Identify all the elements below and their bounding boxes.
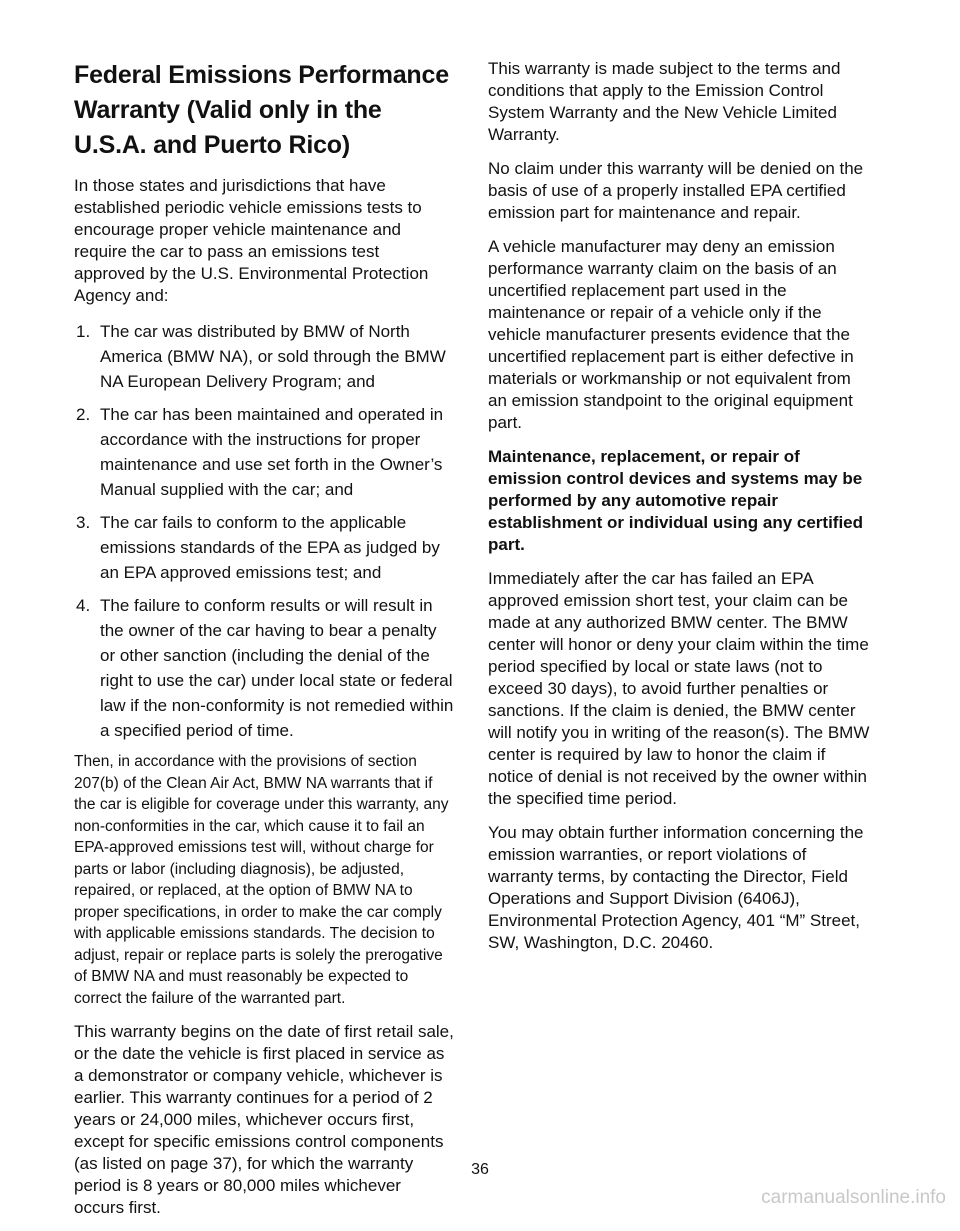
conditions-list [74,319,454,743]
clean-air-act-paragraph: Then, in accordance with the provisions of section 207(b) of the Clean Air Act, BMW NA warrants that if the car is eligible for coverage under this warranty, any non-conformities in the car, which cause it to fail an EPA-approved emissions test will, without charge for parts or labor (including diagnosis), be adjusted, repaired, or replaced, at the option of BMW NA to proper specifications, in order to make the car comply with applicable emissions standards. The decision to adjust, repair or replace parts is solely the prerogative of BMW NA and must reasonably be expected to correct the failure of the warranted part. [74,753,449,1007]
list-item-text: The car fails to conform to the applicable emissions standards of the EPA as judged by an EPA approved emissions test; and [100,513,440,582]
list-item-number: 3. [76,513,91,532]
watermark: carmanualsonline.info [761,1187,946,1208]
left-column [74,58,454,1231]
claim-procedure-paragraph: Immediately after the car has failed an EPA approved emission short test, your claim can be made at any authorized BMW center. The BMW center will honor or deny your claim within the time period specified by local or state laws (not to exceed 30 days), to avoid further penalties or sanctions. If the claim is denied, the BMW center will notify you in writing of the reason(s). The BMW center is required by law to honor the claim if notice of denial is not received by the owner within the specified time period. [488,569,870,808]
warranty-period-paragraph: This warranty begins on the date of first retail sale, or the date the vehicle is first placed in service as a demonstrator or company vehicle, whichever is earlier. This warranty continues for a period of 2 years or 24,000 miles, whichever occurs first, except for specific emissions control components (as listed on page 37), for which the warranty period is 8 years or 80,000 miles whichever occurs first. [74,1022,454,1217]
intro-paragraph: In those states and jurisdictions that have established periodic vehicle emissions tests to encourage proper vehicle maintenance and require the car to pass an emissions test approved by the U.S. Environmental Protection Agency and: [74,176,429,305]
list-item [76,402,454,502]
list-item-text: The failure to conform results or will result in the owner of the car having to bear a penalty or other sanction (including the denial of the right to use the car) under local state or federal law if the non-conformity is not remedied within a specified period of time. [100,596,454,740]
list-item [76,593,454,743]
list-item-text: The car was distributed by BMW of North America (BMW NA), or sold through the BMW NA European Delivery Program; and [100,322,446,391]
list-item-number: 4. [76,596,91,615]
contact-info-paragraph: You may obtain further information concerning the emission warranties, or report violations of warranty terms, by contacting the Director, Field Operations and Support Division (6406J), Environmental Protection Agency, 401 “M” Street, SW, Washington, D.C. 20460. [488,823,864,952]
list-item-number: 2. [76,405,91,424]
list-item-number: 1. [76,322,91,341]
repair-notice-paragraph: Maintenance, replacement, or repair of emission control devices and systems may be performed by any automotive repair establishment or individual using any certified part. [488,447,864,554]
certified-part-paragraph: No claim under this warranty will be denied on the basis of use of a properly installed EPA certified emission part for maintenance and repair. [488,159,864,222]
list-item [76,319,454,394]
page-title: Federal Emissions Performance Warranty (Valid only in the U.S.A. and Puerto Rico) [74,61,449,159]
terms-paragraph: This warranty is made subject to the terms and conditions that apply to the Emission Control System Warranty and the New Vehicle Limited Warranty. [488,59,841,144]
uncertified-part-paragraph: A vehicle manufacturer may deny an emission performance warranty claim on the basis of an uncertified replacement part used in the maintenance or repair of a vehicle only if the vehicle manufacturer presents evidence that the uncertified replacement part is either defective in materials or workmanship or not equivalent from an emission standpoint to the original equipment part. [488,237,854,432]
right-column [488,58,872,966]
page-number: 36 [471,1161,489,1178]
list-item [76,510,454,585]
list-item-text: The car has been maintained and operated in accordance with the instructions for proper maintenance and use set forth in the Owner’s Manual supplied with the car; and [100,405,444,499]
